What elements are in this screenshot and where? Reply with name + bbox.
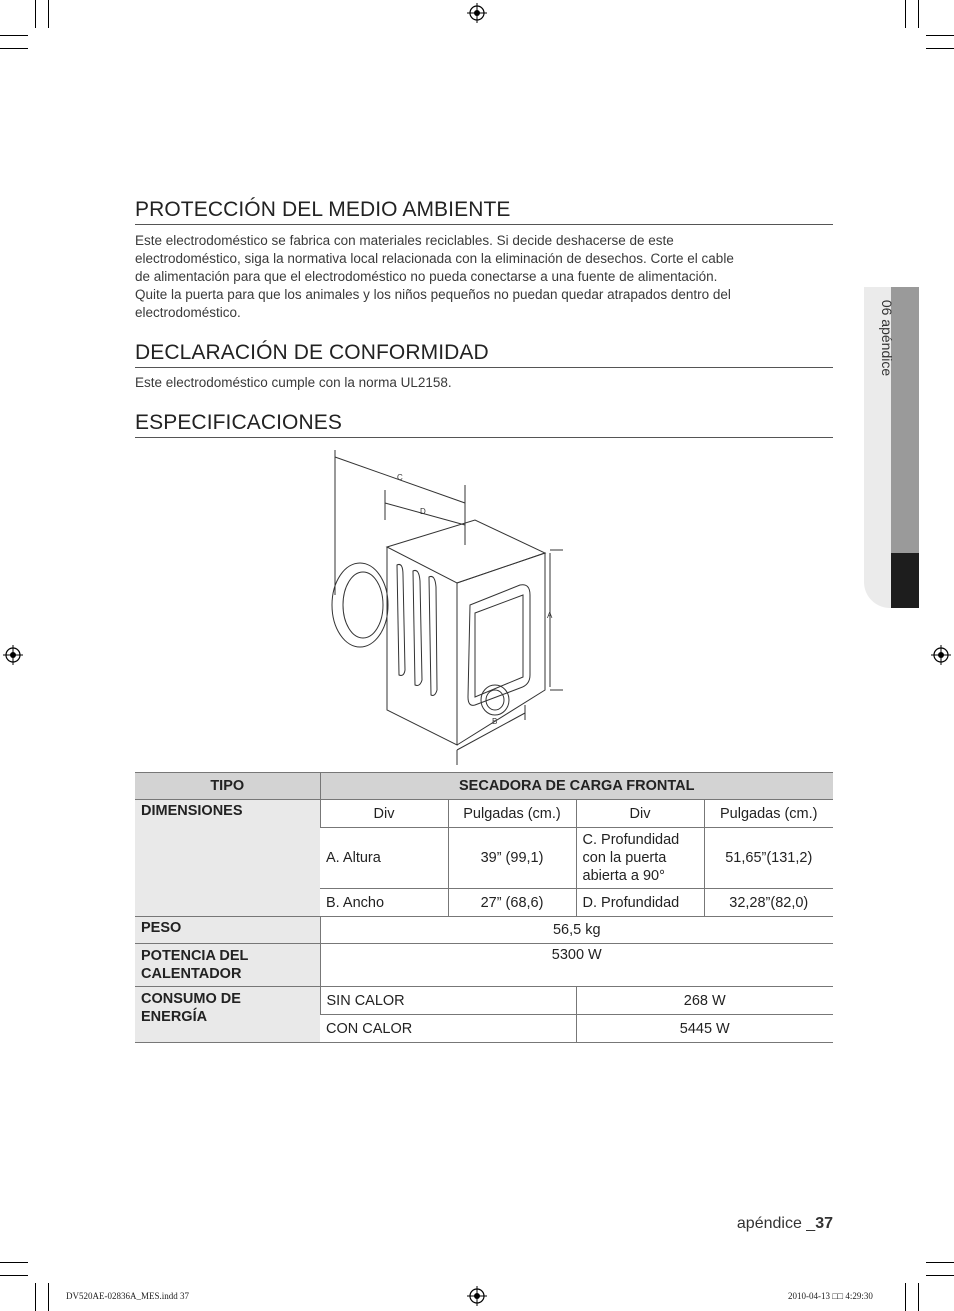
chapter-tab-marker [891,553,919,608]
crop-mark [926,1262,954,1263]
registration-mark-icon [467,1286,487,1306]
section-title-environment: PROTECCIÓN DEL MEDIO AMBIENTE [135,197,833,225]
table-cell: Div [320,800,448,828]
cell-line: con la puerta [582,850,667,866]
section-title-specs: ESPECIFICACIONES [135,410,833,438]
table-cell: TIPO [135,773,320,800]
conformity-paragraph: Este electrodoméstico cumple con la norma UL2158. [135,375,452,390]
environment-paragraph [135,232,795,322]
crop-mark [926,1275,954,1276]
paragraph-line: Este electrodoméstico se fabrica con materiales reciclables. Si decide deshacerse de este [135,233,674,248]
crop-mark [0,1275,28,1276]
table-row [135,917,833,944]
registration-mark-icon [467,3,487,23]
table-cell: SECADORA DE CARGA FRONTAL [320,773,833,800]
table-cell: 5445 W [576,1015,833,1043]
crop-mark [905,0,906,28]
crop-mark [0,1262,28,1263]
cell-line: C. Profundidad [582,832,680,848]
table-cell: 5300 W [320,944,833,987]
crop-mark [35,1283,36,1311]
table-cell: 27” (68,6) [448,889,576,917]
paragraph-line: electrodoméstico. [135,305,241,320]
file-info: DV520AE-02836A_MES.indd 37 [66,1291,189,1301]
table-cell: 51,65”(131,2) [704,828,833,889]
cell-line: ENERGÍA [141,1009,208,1025]
cell-line: CONSUMO DE [141,991,241,1007]
table-cell: CON CALOR [320,1015,576,1043]
table-cell: D. Profundidad [576,889,704,917]
table-row [135,987,833,1015]
crop-mark [0,35,28,36]
table-cell: SIN CALOR [320,987,576,1015]
table-row [135,944,833,987]
diagram-label-c: C [397,473,403,482]
table-cell: 32,28”(82,0) [704,889,833,917]
paragraph-line: de alimentación para que el electrodoméstico no pueda conectarse a una fuente de alimentación. [135,269,718,284]
crop-mark [48,0,49,28]
table-cell [135,987,320,1043]
table-cell: Div [576,800,704,828]
table-cell: 268 W [576,987,833,1015]
diagram-label-b: B [492,717,498,726]
page-label: apéndice _ [736,1215,816,1232]
diagram-label-a: A [547,611,553,620]
chapter-tab-label: 06 apéndice [879,299,895,377]
crop-mark [905,1283,906,1311]
crop-mark [926,35,954,36]
cell-line: abierta a 90° [582,868,665,884]
table-cell: Pulgadas (cm.) [448,800,576,828]
dryer-dimension-diagram [325,445,570,765]
crop-mark [35,0,36,28]
table-cell: DIMENSIONES [135,800,320,917]
cell-line: POTENCIA DEL [141,948,249,964]
section-title-conformity: DECLARACIÓN DE CONFORMIDAD [135,340,833,368]
diagram-label-d: D [420,507,426,516]
crop-mark [918,0,919,28]
registration-mark-icon [3,645,23,665]
table-cell: B. Ancho [320,889,448,917]
specifications-table [135,772,833,1043]
table-cell: PESO [135,917,320,944]
crop-mark [926,48,954,49]
table-cell: 56,5 kg [320,917,833,944]
page-number-value: 37 [815,1215,833,1232]
crop-mark [0,48,28,49]
chapter-tab-bar [891,287,919,553]
registration-mark-icon [931,645,951,665]
table-cell [576,828,704,889]
table-cell [135,944,320,987]
crop-mark [918,1283,919,1311]
cell-line: CALENTADOR [141,966,242,982]
table-row [135,773,833,800]
paragraph-line: Quite la puerta para que los animales y los niños pequeños no puedan quedar atrapados dentro del [135,287,731,302]
table-cell: Pulgadas (cm.) [704,800,833,828]
paragraph-line: electrodoméstico, siga la normativa local relacionada con la eliminación de desechos. Corte el cable [135,251,734,266]
page-number [700,1215,833,1233]
table-cell: A. Altura [320,828,448,889]
table-cell: 39” (99,1) [448,828,576,889]
crop-mark [48,1283,49,1311]
table-row [135,800,833,828]
date-info: 2010-04-13 □□ 4:29:30 [788,1291,873,1301]
